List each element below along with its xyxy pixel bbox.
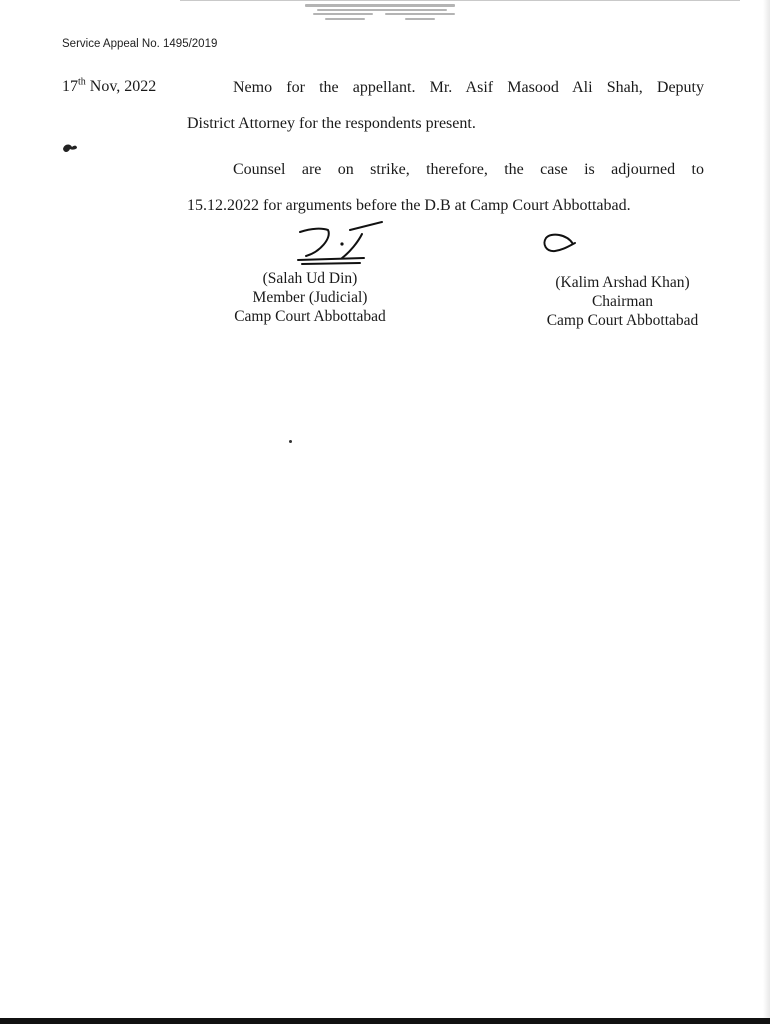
signatory-right-place: Camp Court Abbottabad — [546, 312, 699, 329]
paragraph-1-line-1: Nemo for the appellant. Mr. Asif Masood Ali Shah, Deputy — [233, 79, 704, 96]
signatory-left-place: Camp Court Abbottabad — [234, 308, 386, 325]
signatory-right — [510, 273, 735, 330]
signature-right — [537, 228, 581, 256]
date-rest: Nov, 2022 — [85, 78, 157, 95]
case-number-header: Service Appeal No. 1495/2019 — [62, 38, 218, 50]
paragraph-1-line-2: District Attorney for the respondents present. — [187, 115, 476, 132]
order-paragraph-2 — [187, 152, 704, 224]
date-suffix: th — [78, 76, 86, 88]
signatory-left-title: Member (Judicial) — [252, 289, 368, 306]
signatory-left-name: (Salah Ud Din) — [262, 270, 358, 287]
paragraph-2-line-2: 15.12.2022 for arguments before the D.B at Camp Court Abbottabad. — [187, 197, 631, 214]
order-paragraph-1 — [187, 70, 704, 142]
faint-stamp-top — [295, 0, 475, 26]
date-day: 17 — [62, 78, 78, 95]
signatory-right-name: (Kalim Arshad Khan) — [555, 274, 690, 291]
scan-right-edge — [763, 0, 770, 1024]
signature-left — [292, 218, 387, 270]
signatory-left — [200, 269, 420, 326]
scan-bottom-edge — [0, 1018, 770, 1024]
order-date — [62, 78, 156, 96]
margin-mark-icon — [60, 140, 80, 156]
signatory-right-title: Chairman — [591, 293, 654, 310]
paragraph-2-line-1: Counsel are on strike, therefore, the case is adjourned to — [233, 161, 704, 178]
speck-mark — [289, 440, 292, 443]
